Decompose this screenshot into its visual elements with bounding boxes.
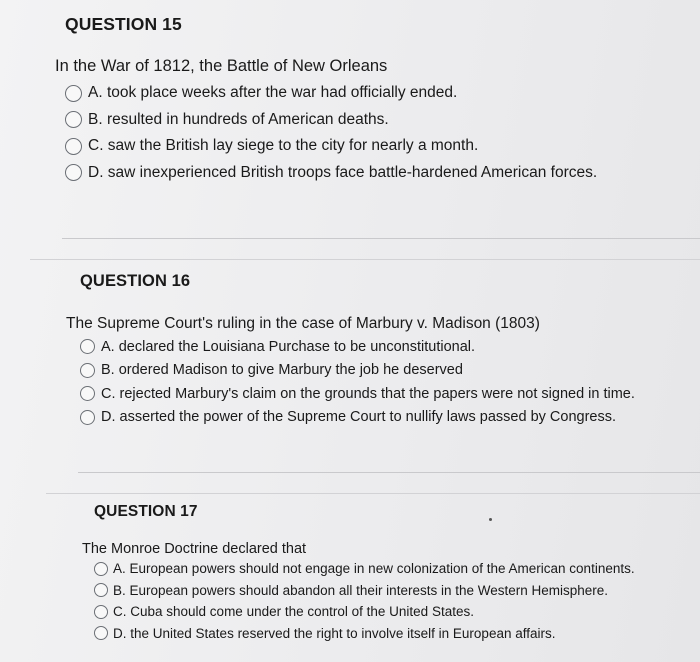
answer-label: B. ordered Madison to give Marbury the job he deserved [101, 362, 463, 379]
answer-option-b[interactable] [94, 580, 635, 602]
answer-options [65, 80, 597, 186]
mouse-cursor-dot [489, 518, 492, 521]
answer-label: B. European powers should abandon all their interests in the Western Hemisphere. [113, 582, 609, 598]
question-title: QUESTION 17 [94, 503, 198, 520]
answer-option-c[interactable] [80, 382, 635, 406]
answer-option-b[interactable] [65, 107, 597, 134]
answer-label: C. rejected Marbury's claim on the grounds that the papers were not signed in time. [101, 385, 635, 402]
radio-button-icon[interactable] [65, 164, 82, 181]
answer-label: D. saw inexperienced British troops face battle-hardened American forces. [88, 163, 598, 181]
radio-button-icon[interactable] [94, 626, 108, 640]
answer-label: D. the United States reserved the right to involve itself in European affairs. [113, 625, 556, 641]
radio-button-icon[interactable] [65, 85, 82, 102]
answer-option-d[interactable] [80, 406, 635, 430]
radio-button-icon[interactable] [80, 386, 95, 401]
radio-button-icon[interactable] [94, 562, 108, 576]
question-17 [82, 503, 635, 644]
answer-label: D. asserted the power of the Supreme Court to nullify laws passed by Congress. [101, 409, 617, 426]
answer-options [94, 558, 635, 644]
radio-button-icon[interactable] [65, 111, 82, 128]
answer-option-a[interactable] [65, 80, 597, 107]
answer-label: A. European powers should not engage in new colonization of the American continents. [113, 561, 635, 577]
section-divider [62, 238, 700, 239]
radio-button-icon[interactable] [80, 410, 95, 425]
answer-label: C. saw the British lay siege to the city for nearly a month. [88, 137, 479, 155]
question-title: QUESTION 16 [80, 272, 191, 290]
radio-button-icon[interactable] [80, 363, 95, 378]
radio-button-icon[interactable] [94, 583, 108, 597]
section-divider [30, 259, 700, 260]
answer-option-a[interactable] [94, 558, 635, 580]
section-divider [46, 493, 700, 494]
answer-label: B. resulted in hundreds of American deaths. [88, 110, 389, 128]
answer-option-c[interactable] [65, 133, 597, 160]
question-prompt: The Monroe Doctrine declared that [82, 541, 307, 557]
radio-button-icon[interactable] [65, 138, 82, 155]
answer-option-d[interactable] [65, 160, 597, 187]
answer-option-d[interactable] [94, 623, 635, 645]
answer-option-c[interactable] [94, 601, 635, 623]
answer-label: A. took place weeks after the war had officially ended. [88, 84, 458, 102]
section-divider [78, 472, 700, 473]
radio-button-icon[interactable] [80, 339, 95, 354]
answer-option-b[interactable] [80, 359, 635, 383]
answer-option-a[interactable] [80, 335, 635, 359]
radio-button-icon[interactable] [94, 605, 108, 619]
answer-label: C. Cuba should come under the control of the United States. [113, 604, 474, 620]
question-prompt: The Supreme Court's ruling in the case of Marbury v. Madison (1803) [66, 315, 540, 332]
answer-label: A. declared the Louisiana Purchase to be unconstitutional. [101, 338, 476, 355]
question-16 [66, 272, 635, 429]
question-prompt: In the War of 1812, the Battle of New Orleans [55, 57, 388, 75]
question-title: QUESTION 15 [65, 14, 182, 34]
question-15 [55, 14, 597, 186]
answer-options [80, 335, 635, 429]
